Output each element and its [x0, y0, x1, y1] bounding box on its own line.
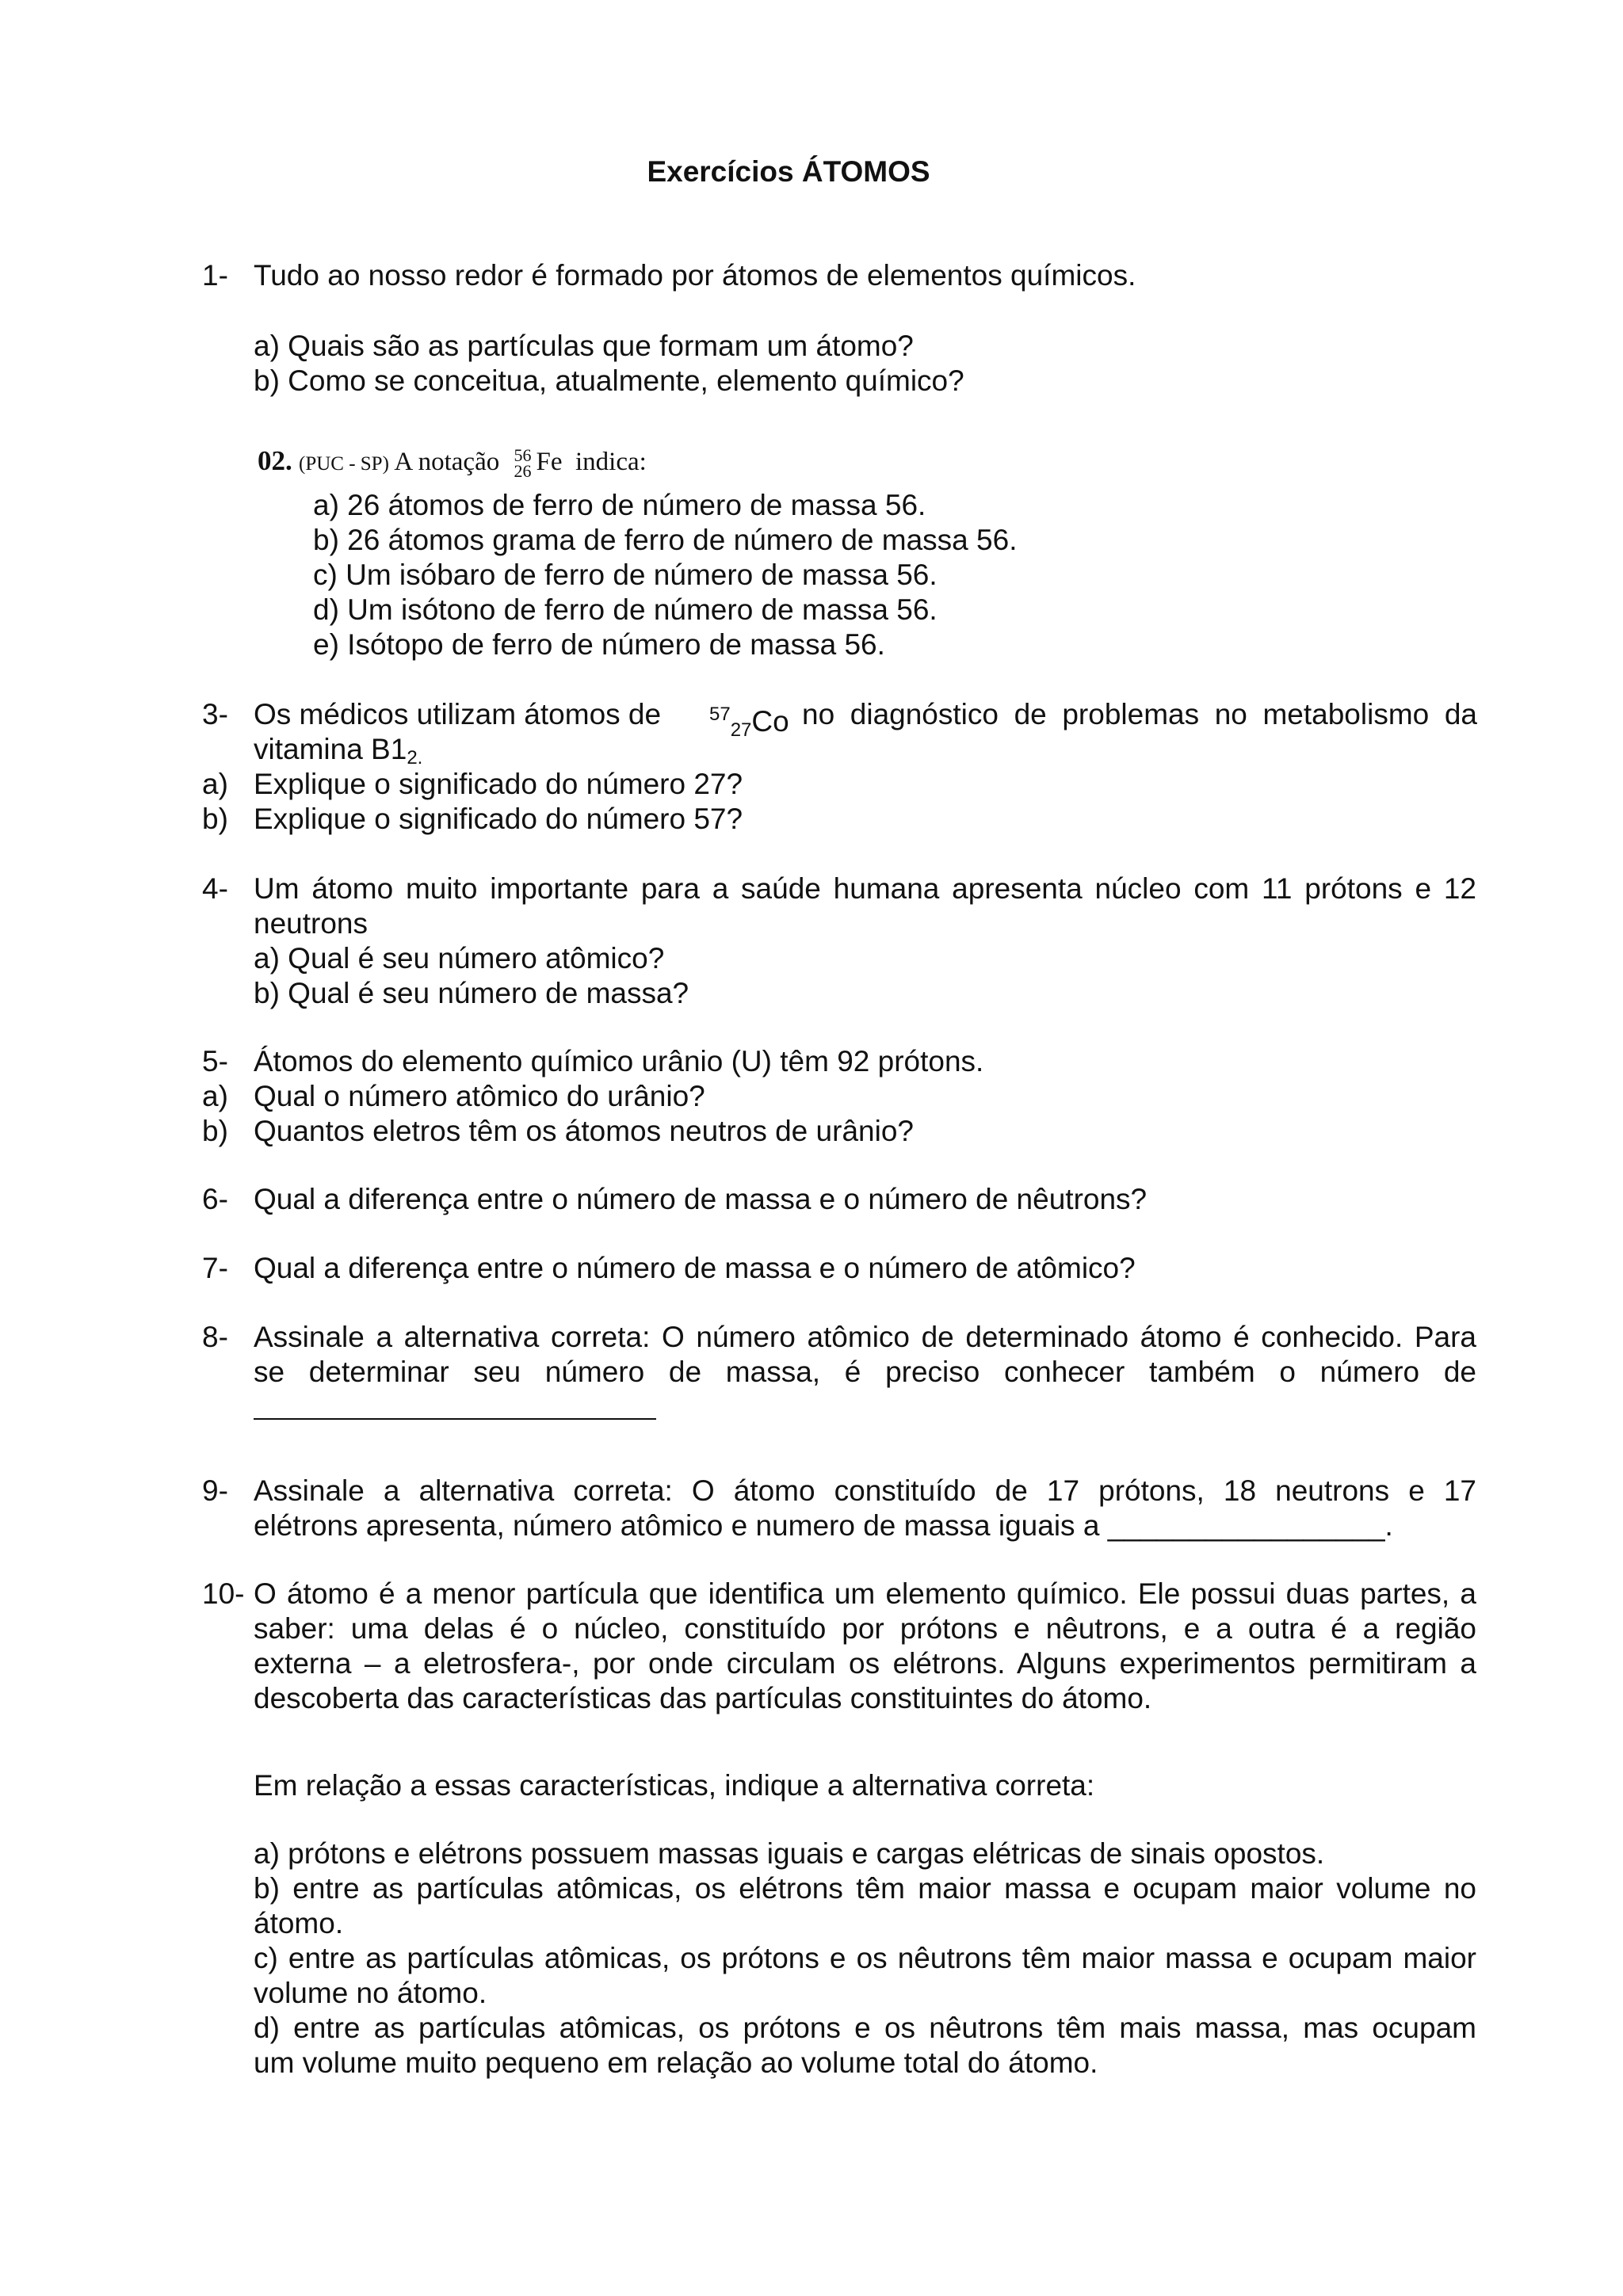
- q8-line2: se determinar seu número de massa, é preciso conhecer também o número de: [254, 1356, 1476, 1388]
- q1-option-a: a) Quais são as partículas que formam um átomo?: [254, 330, 914, 362]
- q2-option-d: d) Um isótono de ferro de número de massa 56.: [313, 593, 938, 626]
- q5-option-b-label: b): [202, 1115, 228, 1147]
- q1-number: 1-: [202, 259, 228, 292]
- q9-line2: elétrons apresenta, número atômico e numero de massa iguais a _________________.: [254, 1509, 1393, 1542]
- q10-option-d-line2: um volume muito pequeno em relação ao volume total do átomo.: [254, 2046, 1098, 2079]
- q6-number: 6-: [202, 1183, 228, 1215]
- q8-line1: Assinale a alternativa correta: O número atômico de determinado átomo é conhecido. Para: [254, 1321, 1476, 1353]
- q10-line2: saber: uma delas é o núcleo, constituído por prótons e nêutrons, e a outra é a região: [254, 1612, 1476, 1645]
- q7-number: 7-: [202, 1252, 228, 1284]
- q3-option-a-label: a): [202, 768, 228, 800]
- q3-text-end: no diagnóstico de problemas no metabolismo da: [802, 698, 1477, 730]
- q4-line2: neutrons: [254, 907, 368, 940]
- q10-option-d-line1: d) entre as partículas atômicas, os prótons e os nêutrons têm mais massa, mas ocupam: [254, 2012, 1476, 2044]
- q4-line1: Um átomo muito importante para a saúde humana apresenta núcleo com 11 prótons e 12: [254, 872, 1476, 905]
- q8-number: 8-: [202, 1321, 228, 1353]
- q4-number: 4-: [202, 872, 228, 905]
- q10-option-c-line1: c) entre as partículas atômicas, os prótons e os nêutrons têm maior massa e ocupam maior: [254, 1942, 1476, 1974]
- q10-option-c-line2: volume no átomo.: [254, 1977, 487, 2009]
- q7-text: Qual a diferença entre o número de massa e o número de atômico?: [254, 1252, 1136, 1284]
- q2-source: (PUC - SP): [299, 453, 389, 475]
- q10-prompt: Em relação a essas características, indique a alternativa correta:: [254, 1769, 1095, 1802]
- q3-option-b-label: b): [202, 803, 228, 835]
- q2-lead: A notação: [394, 448, 500, 476]
- q4-option-b: b) Qual é seu número de massa?: [254, 977, 689, 1009]
- q3-nuclide: [709, 697, 789, 748]
- q9-line1: Assinale a alternativa correta: O átomo constituído de 17 prótons, 18 neutrons e 17: [254, 1474, 1476, 1507]
- q1-option-b: b) Como se conceitua, atualmente, elemento químico?: [254, 364, 964, 397]
- q10-line4: descoberta das características das partículas constituintes do átomo.: [254, 1682, 1152, 1714]
- q2-tail: indica:: [575, 448, 647, 476]
- q2-mass-number: 56: [514, 445, 532, 466]
- q6-text: Qual a diferença entre o número de massa e o número de nêutrons?: [254, 1183, 1148, 1215]
- q9-number: 9-: [202, 1474, 228, 1507]
- q2-option-c: c) Um isóbaro de ferro de número de massa 56.: [313, 559, 938, 591]
- q10-number: 10-: [202, 1577, 245, 1610]
- q2-header: [258, 444, 647, 482]
- q2-option-b: b) 26 átomos grama de ferro de número de massa 56.: [313, 524, 1018, 556]
- q2-symbol: Fe: [536, 448, 563, 476]
- page-title: Exercícios ÁTOMOS: [647, 155, 930, 188]
- q5-text: Átomos do elemento químico urânio (U) têm 92 prótons.: [254, 1045, 984, 1077]
- q3-number: 3-: [202, 698, 228, 730]
- q10-line3: externa – a eletrosfera-, por onde circulam os elétrons. Alguns experimentos permitiram a: [254, 1647, 1476, 1680]
- q2-atomic-number: 26: [514, 461, 532, 482]
- q5-option-a: Qual o número atômico do urânio?: [254, 1080, 705, 1112]
- q10-option-b-line2: átomo.: [254, 1907, 344, 1939]
- q3-atomic-number: 27: [730, 719, 752, 741]
- q3-vitamin: vitamina B1: [254, 733, 407, 765]
- q2-option-e: e) Isótopo de ferro de número de massa 56.: [313, 628, 885, 661]
- q2-option-a: a) 26 átomos de ferro de número de massa 56.: [313, 489, 926, 521]
- q1-text: Tudo ao nosso redor é formado por átomos de elementos químicos.: [254, 259, 1136, 292]
- q3-option-b: Explique o significado do número 57?: [254, 803, 743, 835]
- q3-option-a: Explique o significado do número 27?: [254, 768, 743, 800]
- q3-mass-number: 57: [709, 704, 731, 725]
- q10-option-b-line1: b) entre as partículas atômicas, os elétrons têm maior massa e ocupam maior volume no: [254, 1872, 1476, 1905]
- q5-option-a-label: a): [202, 1080, 228, 1112]
- q5-option-b: Quantos eletros têm os átomos neutros de urânio?: [254, 1115, 914, 1147]
- q4-option-a: a) Qual é seu número atômico?: [254, 942, 665, 974]
- q10-line1: O átomo é a menor partícula que identifica um elemento químico. Ele possui duas partes, a: [254, 1577, 1476, 1610]
- q10-option-a: a) prótons e elétrons possuem massas iguais e cargas elétricas de sinais opostos.: [254, 1837, 1325, 1870]
- q2-number: 02.: [258, 445, 292, 476]
- q3-text-start: Os médicos utilizam átomos de: [254, 698, 662, 730]
- q3-vitamin-sub: 2.: [407, 747, 423, 769]
- q3-symbol: Co: [751, 705, 789, 738]
- q2-nuclide-numbers: [514, 445, 532, 482]
- q5-number: 5-: [202, 1045, 228, 1077]
- q8-answer-blank: [254, 1418, 656, 1420]
